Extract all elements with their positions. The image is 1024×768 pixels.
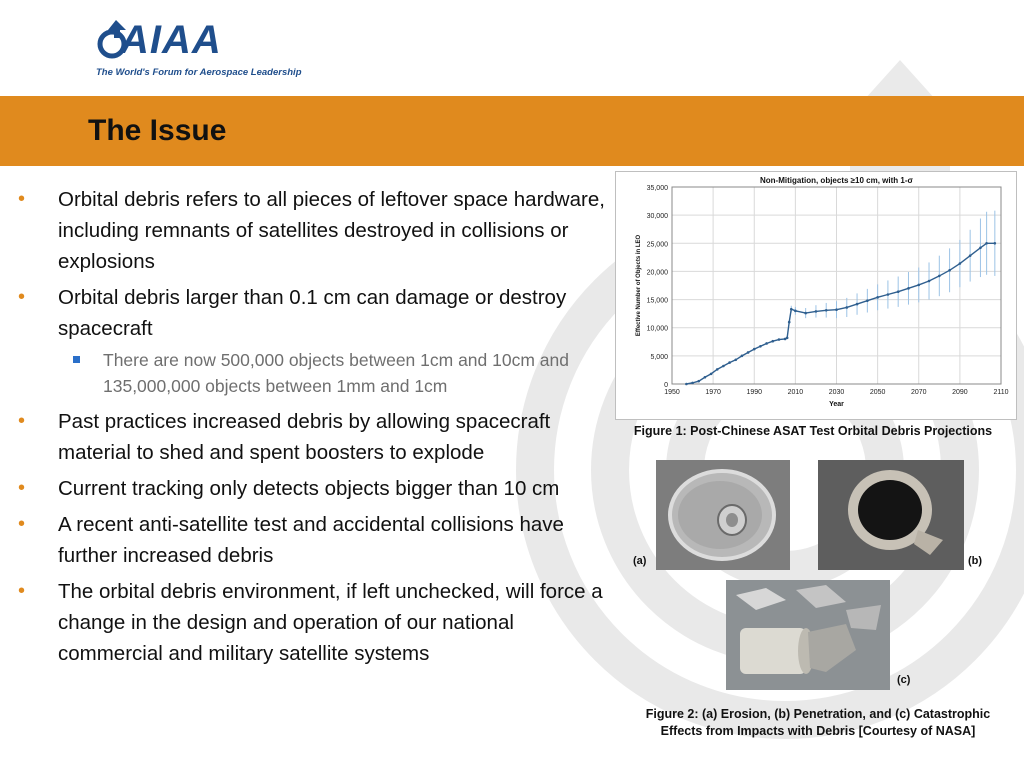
data-point: [917, 284, 920, 287]
data-point: [887, 293, 890, 296]
catastrophic-impact-photo: [726, 580, 890, 690]
data-point: [747, 351, 750, 354]
bullet-item: • Current tracking only detects objects bigger than 10 cm: [18, 473, 608, 504]
bullet-item: • Orbital debris larger than 0.1 cm can damage or destroy spacecraft: [18, 282, 608, 344]
y-tick-label: 5,000: [650, 353, 668, 361]
data-point: [685, 383, 688, 386]
logo-tagline: The World's Forum for Aerospace Leadership: [96, 67, 302, 78]
data-point: [778, 338, 781, 341]
figure-1-caption: Figure 1: Post-Chinese ASAT Test Orbital Debris Projections: [633, 424, 993, 438]
x-tick-label: 2090: [952, 389, 968, 396]
y-tick-label: 25,000: [646, 241, 668, 249]
x-tick-label: 2110: [993, 389, 1009, 396]
data-point: [691, 382, 694, 385]
data-point: [728, 361, 731, 364]
data-point: [938, 275, 941, 278]
figure-2-caption: Figure 2: (a) Erosion, (b) Penetration, and (c) Catastrophic Effects from Impacts with Debris [Courtesy of NASA]: [645, 707, 991, 738]
x-tick-label: 1990: [746, 389, 763, 396]
data-point: [753, 348, 756, 351]
chart-canvas: [616, 172, 1016, 419]
data-point: [759, 345, 762, 348]
photo-label-c: (c): [897, 674, 911, 686]
y-tick-label: 30,000: [646, 213, 668, 221]
x-axis-label: Year: [829, 401, 844, 408]
logo-wordmark: AIAA: [120, 18, 222, 62]
title-band: [0, 96, 1024, 166]
data-point: [804, 312, 807, 315]
penetration-photo: [818, 460, 964, 570]
data-point: [948, 269, 951, 272]
x-tick-label: 2070: [910, 389, 927, 396]
bullet-item: • Past practices increased debris by allowing spacecraft material to shed and spent boosters to explode: [18, 406, 608, 468]
debris-projection-chart: [615, 171, 1017, 420]
data-point: [985, 242, 988, 245]
data-point: [697, 380, 700, 383]
y-tick-label: 10,000: [646, 325, 668, 333]
series-line: [686, 243, 994, 384]
photo-label-b: (b): [968, 555, 983, 567]
bullet-list: [18, 184, 608, 674]
data-point: [835, 308, 838, 311]
data-point: [845, 306, 848, 309]
sub-bullet-item: There are now 500,000 objects between 1cm and 10cm and 135,000,000 objects between 1mm and 1cm: [18, 347, 608, 399]
data-point: [734, 358, 737, 361]
photo-label-a: (a): [633, 555, 647, 567]
y-tick-label: 35,000: [646, 185, 668, 192]
data-point: [825, 309, 828, 312]
y-tick-label: 15,000: [646, 297, 668, 305]
data-point: [876, 296, 879, 299]
data-point: [928, 280, 931, 283]
data-point: [959, 262, 962, 265]
aiaa-logo: [96, 18, 302, 82]
data-point: [979, 246, 982, 249]
data-point: [794, 310, 797, 313]
data-point: [788, 321, 791, 324]
x-tick-label: 2050: [869, 389, 886, 396]
erosion-photo: [656, 460, 790, 570]
data-point: [866, 299, 869, 302]
data-point: [765, 342, 768, 345]
x-tick-label: 1970: [705, 389, 721, 396]
data-point: [994, 242, 997, 245]
data-point: [856, 303, 859, 306]
data-point: [716, 368, 719, 371]
y-tick-label: 0: [664, 382, 668, 389]
data-point: [815, 310, 818, 313]
data-point: [897, 290, 900, 293]
x-tick-label: 1950: [664, 389, 680, 396]
slide-title: The Issue: [88, 114, 227, 147]
data-point: [741, 355, 744, 358]
data-point: [722, 365, 725, 368]
data-point: [771, 340, 774, 343]
y-tick-label: 20,000: [646, 269, 668, 277]
data-point: [790, 308, 793, 311]
y-axis-label: Effective Number of Objects in LEO: [636, 234, 642, 337]
data-point: [907, 287, 910, 290]
bullet-item: • The orbital debris environment, if left unchecked, will force a change in the design and operation of our national commercial and military satellite systems: [18, 576, 608, 669]
bullet-item: • A recent anti-satellite test and accidental collisions have further increased debris: [18, 509, 608, 571]
data-point: [969, 254, 972, 257]
data-point: [786, 337, 789, 340]
data-point: [710, 373, 713, 376]
data-point: [704, 376, 707, 379]
chart-title: Non-Mitigation, objects ≥10 cm, with 1-σ: [760, 176, 913, 185]
x-tick-label: 2010: [787, 389, 804, 396]
x-tick-label: 2030: [828, 389, 845, 396]
bullet-item: • Orbital debris refers to all pieces of leftover space hardware, including remnants of satellites destroyed in collisions or explosions: [18, 184, 608, 277]
